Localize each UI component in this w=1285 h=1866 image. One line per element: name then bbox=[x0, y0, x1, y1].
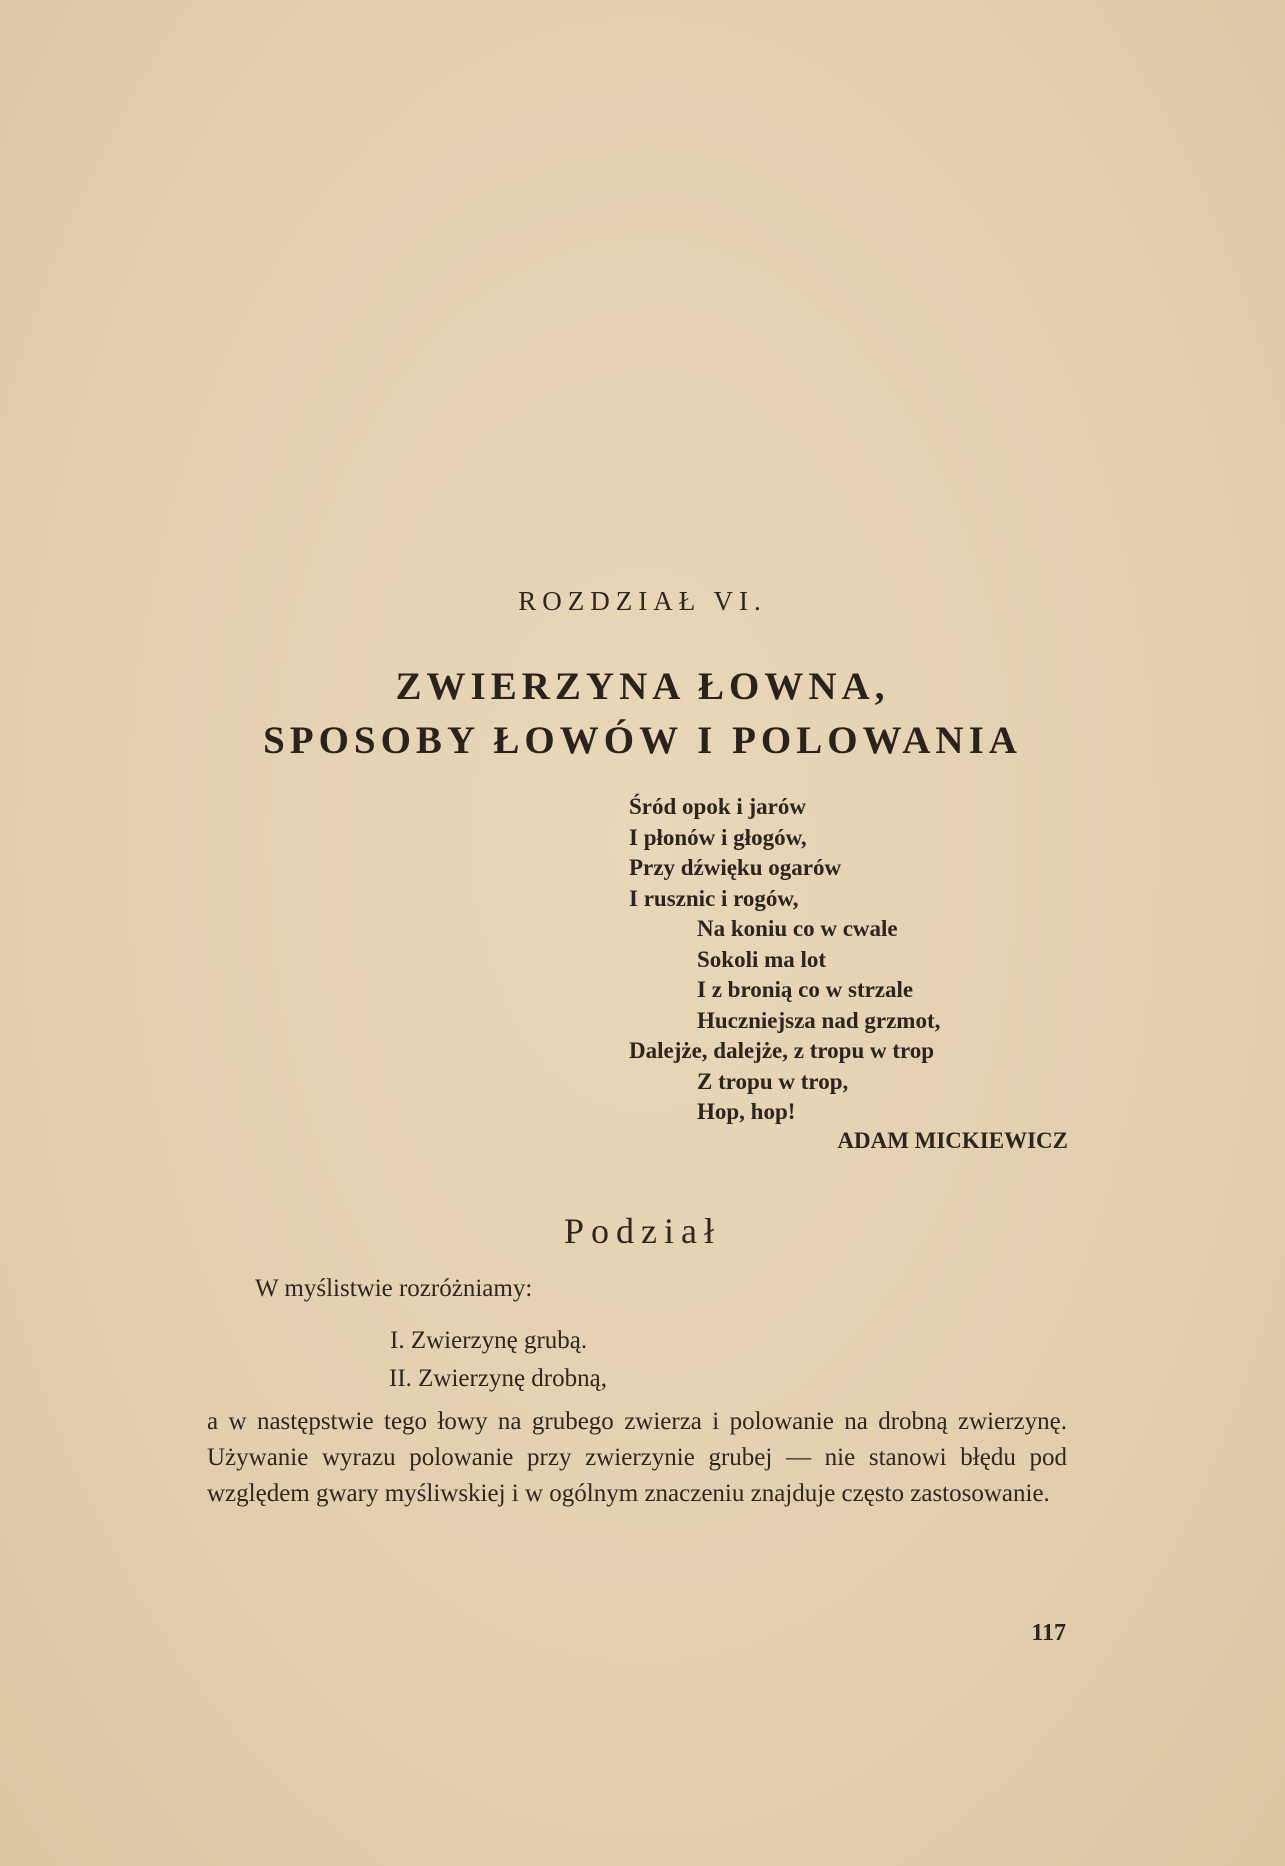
poem-line: Przy dźwięku ogarów bbox=[629, 855, 842, 880]
chapter-title-line-1: ZWIERZYNA ŁOWNA, bbox=[395, 665, 890, 708]
poem-line: I z bronią co w strzale bbox=[697, 977, 914, 1002]
chapter-label: ROZDZIAŁ VI. bbox=[518, 586, 767, 616]
section-heading: Podział bbox=[564, 1211, 721, 1251]
chapter-title-line-2: SPOSOBY ŁOWÓW I POLOWANIA bbox=[263, 719, 1022, 762]
epigraph-poem bbox=[629, 792, 1079, 1128]
page-number: 117 bbox=[1031, 1620, 1066, 1646]
poem-line: Dalejże, dalejże, z tropu w trop bbox=[629, 1038, 935, 1063]
poem-line: Huczniejsza nad grzmot, bbox=[697, 1007, 941, 1033]
poem-line: Śród opok i jarów bbox=[629, 794, 806, 819]
section-intro: W myślistwie rozróżniamy: bbox=[255, 1275, 533, 1302]
list-item: I. Zwierzynę grubą. bbox=[390, 1327, 588, 1354]
poem-line: Hop, hop! bbox=[697, 1099, 796, 1124]
list-item: II. Zwierzynę drobną, bbox=[389, 1365, 607, 1392]
category-list bbox=[390, 1322, 607, 1398]
poem-line: I płonów i głogów, bbox=[629, 824, 807, 850]
poem-line: I rusznic i rogów, bbox=[629, 885, 799, 911]
poem-line: Sokoli ma lot bbox=[697, 946, 827, 972]
poem-line: Z tropu w trop, bbox=[697, 1068, 849, 1094]
poem-line: Na koniu co w cwale bbox=[697, 916, 898, 941]
body-paragraph: a w następstwie tego łowy na grubego zwierza i polowanie na drobną zwierzynę. Używanie wyrazu polowanie przy zwierzynie grubej — nie stanowi błędu pod względem gwary myśliwskiej i w ogólnym znaczeniu znajduje często zastosowanie. bbox=[207, 1408, 1067, 1507]
epigraph-author: ADAM MICKIEWICZ bbox=[837, 1128, 1068, 1153]
